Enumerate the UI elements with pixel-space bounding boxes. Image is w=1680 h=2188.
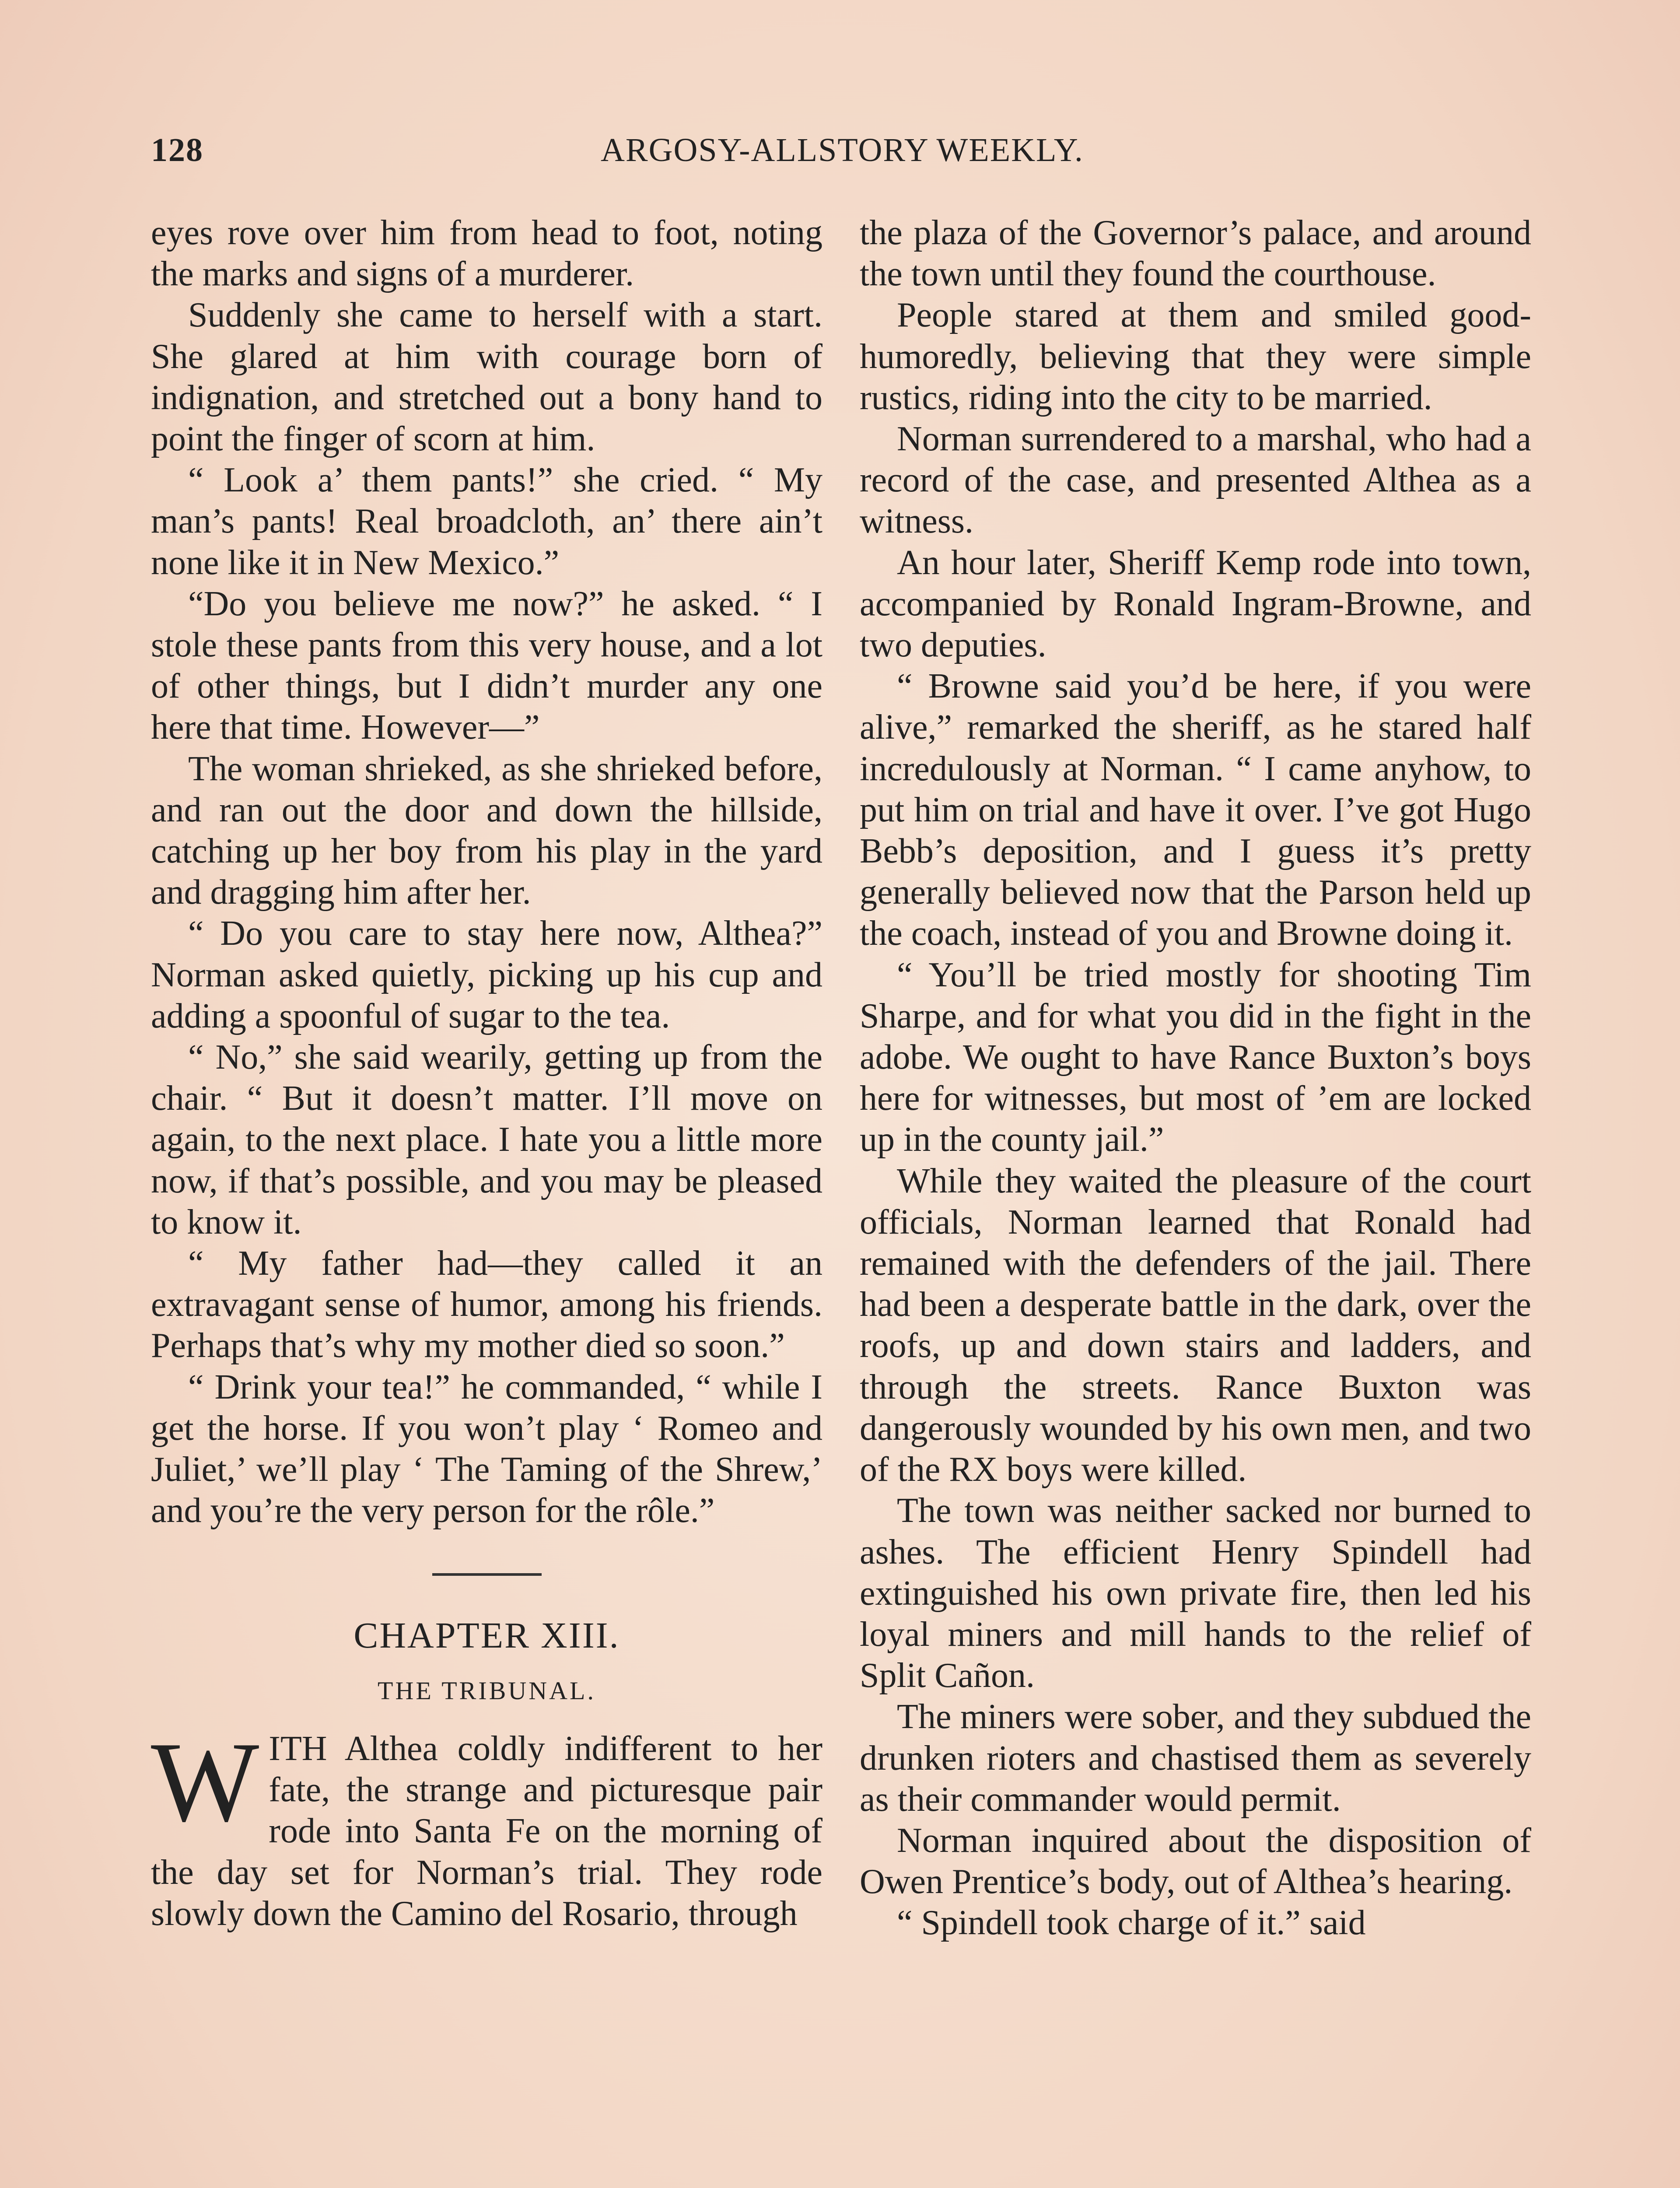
paragraph: Suddenly she came to herself with a start. She glared at him with courage born of indignation, and stretched out a bony hand to point the finger of scorn at him. [151, 296, 822, 459]
paragraph: People stared at them and smiled good-humoredly, believing that they were simple rustics, riding into the city to be married. [860, 296, 1531, 417]
paragraph: The woman shrieked, as she shrieked before, and ran out the door and down the hillside, catching up her boy from his play in the yard and dragging him after her. [151, 749, 822, 912]
paragraph: “ Browne said you’d be here, if you were alive,” remarked the sheriff, as he stared half incredulously at Norman. “ I came anyhow, to put him on trial and have it over. I’ve got Hugo Bebb’s deposition, and I guess it’s pretty generally believed now that the Parson held up the coach, instead of you and Browne doing it. [860, 667, 1531, 953]
paragraph: “Do you believe me now?” he asked. “ I stole these pants from this very house, and a lot of other things, but I didn’t murder any one here that time. However—” [151, 584, 822, 747]
chapter-opening-text: ITH Althea coldly indifferent to her fate, the strange and picturesque pair rode into Santa Fe on the morning of the day set for Norman’s trial. They rode slowly down the Camino del Rosario, through [151, 1729, 822, 1933]
paragraph: “ Do you care to stay here now, Althea?” Norman asked quietly, picking up his cup and adding a spoonful of sugar to the tea. [151, 914, 822, 1035]
paragraph: eyes rove over him from head to foot, noting the marks and signs of a murderer. [151, 214, 822, 294]
paragraph: While they waited the pleasure of the court officials, Norman learned that Ronald had remained with the defenders of the jail. There had been a desperate battle in the dark, over the roofs, up and down stairs and ladders, and through the streets. Rance Buxton was dangerously wounded by his own men, and two of the RX boys were killed. [860, 1161, 1531, 1489]
paragraph: The miners were sober, and they subdued the drunken rioters and chastised them as severely as their commander would permit. [860, 1697, 1531, 1819]
paragraph: “ My father had—they called it an extravagant sense of humor, among his friends. Perhaps that’s why my mother died so soon.” [151, 1244, 822, 1365]
paragraph: “ Drink your tea!” he commanded, “ while I get the horse. If you won’t play ‘ Romeo and Juliet,’ we’ll play ‘ The Taming of the Shrew,’ and you’re the very person for the rôle.” [151, 1368, 822, 1530]
chapter-title: CHAPTER XIII. [354, 1615, 620, 1656]
section-divider [432, 1573, 542, 1576]
paragraph: An hour later, Sheriff Kemp rode into town, accompanied by Ronald Ingram-Browne, and two deputies. [860, 543, 1531, 665]
paragraph: Norman inquired about the disposition of Owen Prentice’s body, out of Althea’s hearing. [860, 1821, 1531, 1901]
page-header [151, 131, 1533, 179]
left-column [151, 212, 822, 2188]
paragraph: “ No,” she said wearily, getting up from the chair. “ But it doesn’t matter. I’ll move on again, to the next place. I hate you a little more now, if that’s possible, and you may be pleased to know it. [151, 1038, 822, 1241]
paragraph: “ Spindell took charge of it.” said [897, 1904, 1366, 1943]
paragraph: The town was neither sacked nor burned to ashes. The efficient Henry Spindell had extinguished his own private fire, then led his loyal miners and mill hands to the relief of Split Cañon. [860, 1491, 1531, 1695]
drop-cap: W [151, 1718, 259, 1845]
paragraph: Norman surrendered to a marshal, who had a record of the case, and presented Althea as a witness. [860, 420, 1531, 541]
paragraph: “ Look a’ them pants!” she cried. “ My man’s pants! Real broadcloth, an’ there ain’t none like it in New Mexico.” [151, 461, 822, 582]
chapter-opening-paragraph [151, 1718, 822, 1934]
chapter-subtitle: THE TRIBUNAL. [378, 1676, 596, 1705]
page-number: 128 [151, 132, 203, 168]
running-title: ARGOSY-ALLSTORY WEEKLY. [601, 132, 1084, 168]
paragraph: the plaza of the Governor’s palace, and around the town until they found the courthouse. [860, 214, 1531, 294]
paragraph: “ You’ll be tried mostly for shooting Tim Sharpe, and for what you did in the fight in the adobe. We ought to have Rance Buxton’s boys here for witnesses, but most of ’em are locked up in the county jail.” [860, 955, 1531, 1159]
right-column [860, 212, 1531, 2188]
